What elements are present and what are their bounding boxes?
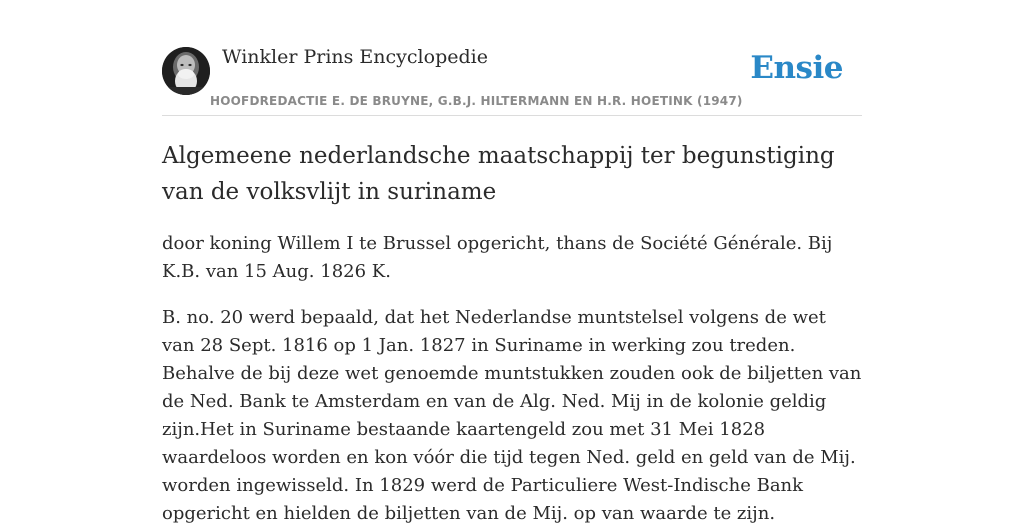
ensie-logo[interactable]: Ensie bbox=[750, 50, 843, 86]
portrait-icon bbox=[162, 47, 210, 95]
header bbox=[162, 0, 862, 116]
article-title: Algemeene nederlandsche maatschappij ter begunstiging van de volksvlijt in suriname bbox=[162, 143, 835, 205]
page bbox=[162, 0, 862, 528]
author-avatar[interactable] bbox=[162, 47, 210, 95]
editors-line: HOOFDREDACTIE E. DE BRUYNE, G.B.J. HILTERMANN EN H.R. HOETINK (1947) bbox=[210, 94, 743, 108]
article-paragraph: door koning Willem I te Brussel opgericht, thans de Société Générale. Bij K.B. van 15 Aug. 1826 K. bbox=[162, 233, 833, 282]
source-title[interactable]: Winkler Prins Encyclopedie bbox=[222, 46, 488, 68]
article-paragraph: B. no. 20 werd bepaald, dat het Nederlandse muntstelsel volgens de wet van 28 Sept. 1816 op 1 Jan. 1827 in Suriname in werking zou treden. Behalve de bij deze wet genoemde muntstukken zouden ook de biljetten van de Ned. Bank te Amsterdam en van de Alg. Ned. Mij in de kolonie geldig zijn.Het in Suriname bestaande kaartengeld zou met 31 Mei 1828 waardeloos worden en kon vóór die tijd tegen Ned. geld en geld van de Mij. worden ingewisseld. In 1829 werd de Particuliere West-Indische Bank opgericht en hielden de biljetten van de Mij. op van waarde te zijn. bbox=[162, 307, 862, 524]
